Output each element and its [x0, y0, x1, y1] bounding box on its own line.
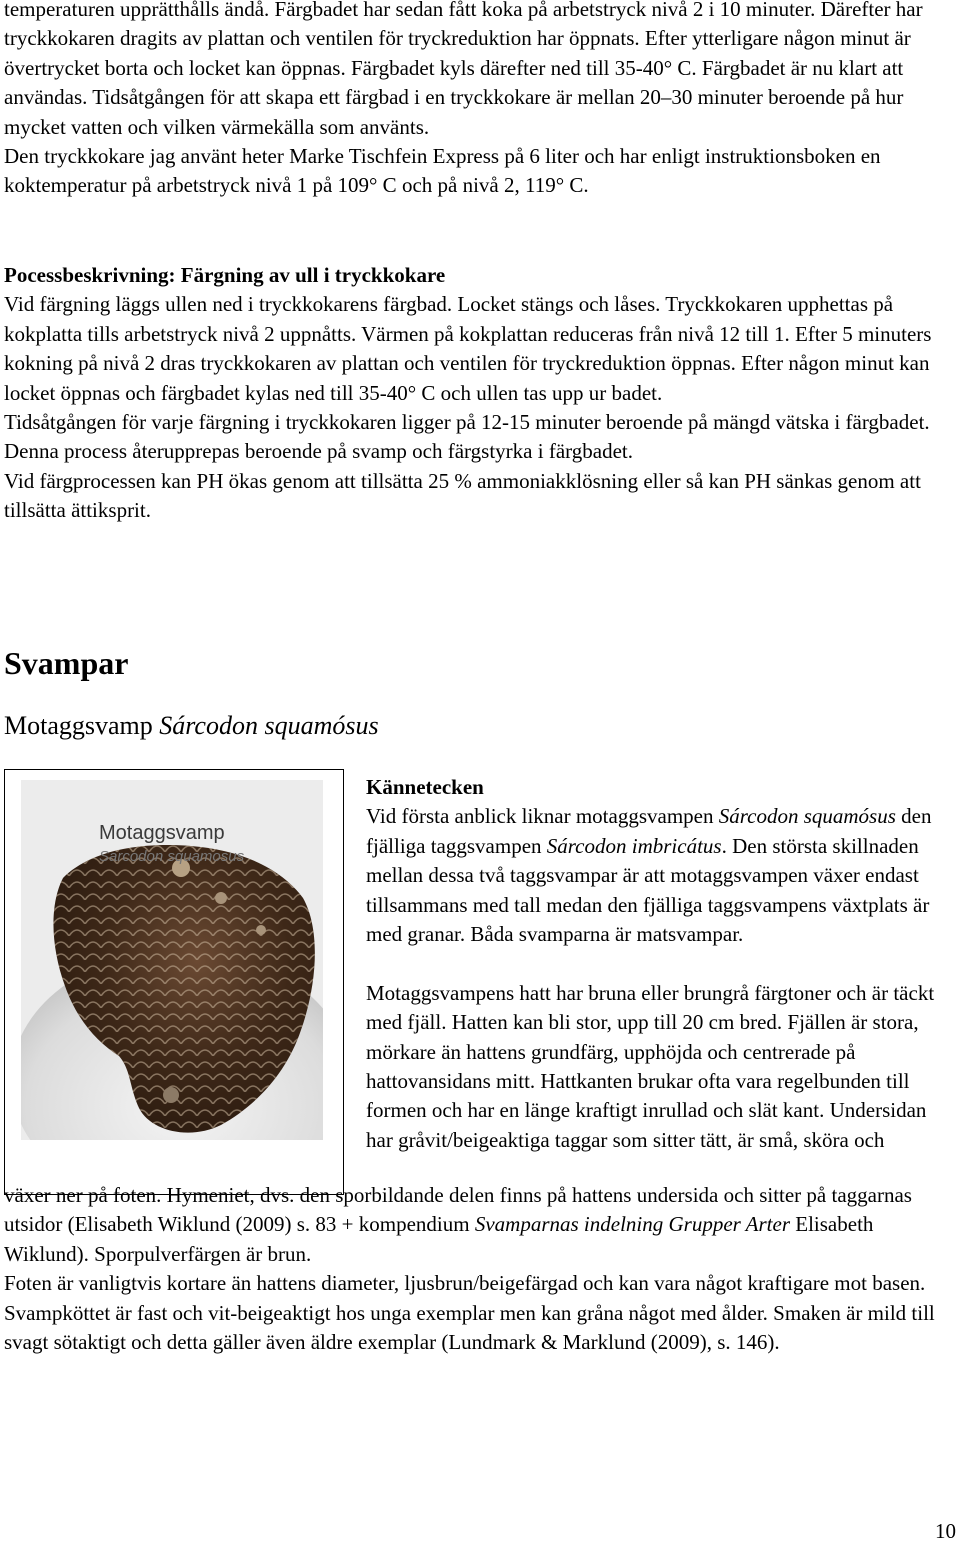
text-run: den fjälliga taggsvampen	[366, 804, 932, 858]
process-section	[4, 261, 958, 526]
kannetecken-paragraph-3: Foten är vanligtvis kortare än hattens diameter, ljusbrun/beigefärgad och kan vara något kraftigare mot basen.	[4, 1271, 926, 1296]
latin-name: Sárcodon squamósus	[718, 804, 896, 829]
text-run: . Den största skillnaden mellan dessa två taggsvampar är att motaggsvampen växer endast tillsammans med tall medan den fjälliga taggsvampens växtplats är med granar. Båda svamparna är matsvampar.	[366, 833, 930, 947]
text-run: Elisabeth Wiklund). Sporpulverfärgen är brun.	[4, 1212, 874, 1266]
kannetecken-paragraph-2: Motaggsvampens hatt har bruna eller brungrå färgtoner och är täckt med fjäll. Hatten kan bli stor, upp till 20 cm bred. Fjällen är stora, mörkare än hattens grundfärg, upphöjda och centrerade på hattovansidans mitt. Hattkanten brukar ofta vara regelbunden till formen och har en länge kraftigt inrullad och slät kant. Undersidan har gråvit/beigeaktiga taggar som sitter tätt, är små, sköra och	[366, 980, 935, 1152]
section-title: Svampar	[4, 645, 129, 681]
spacer	[366, 949, 958, 978]
kannetecken-column	[366, 773, 958, 1155]
page-number: 10	[935, 1519, 956, 1543]
process-paragraph-3: Denna process återupprepas beroende på svamp och färgstyrka i färgbadet.	[4, 439, 633, 464]
kannetecken-paragraph-2-continued	[4, 1181, 958, 1269]
process-paragraph-2: Tidsåtgången för varje färgning i tryckkokaren ligger på 12-15 minuter beroende på mängd vätska i färgbadet.	[4, 410, 930, 435]
mushroom-photo	[21, 780, 323, 1140]
kannetecken-paragraph-1	[366, 802, 958, 949]
photo-label: Motaggsvamp	[99, 822, 225, 844]
kannetecken-heading: Kännetecken	[366, 775, 484, 799]
kannetecken-paragraph-4: Svampköttet är fast och vit-beigeaktigt hos unga exemplar men kan gråna något med ålder. Smaken är mild till svagt sötaktigt och detta gäller även äldre exemplar (Lundmark & Marklund (2009), s. 146).	[4, 1300, 935, 1355]
pressure-cooker-paragraph: Den tryckkokare jag använt heter Marke Tischfein Express på 6 liter och har enligt instruktionsboken en koktemperatur på arbetstryck nivå 1 på 109° C och på nivå 2, 119° C.	[4, 144, 881, 198]
intro-section	[4, 0, 958, 201]
process-heading: Pocessbeskrivning: Färgning av ull i tryckkokare	[4, 263, 446, 287]
latin-name: Sárcodon imbricátus	[546, 833, 722, 858]
species-title	[4, 708, 379, 744]
text-run: växer ner på foten. Hymeniet, dvs. den sporbildande delen finns på hattens undersida och sitter på taggarnas utsidor (Elisabeth Wiklund (2009) s. 83 + kompendium	[4, 1183, 912, 1237]
process-paragraph-1: Vid färgning läggs ullen ned i tryckkokarens färgbad. Locket stängs och låses. Tryckkokaren upphettas på kokplatta tills arbetstryck nivå 2 uppnåtts. Värmen på kokplattan reduceras från nivå 12 till 1. Efter 5 minuters kokning på nivå 2 dras tryckkokaren av plattan och ventilen för tryckreduktion öppnas. Efter någon minut kan locket öppnas och färgbadet kylas ned till 35-40° C och ullen tas upp ur badet.	[4, 292, 932, 405]
process-paragraph-4: Vid färgprocessen kan PH ökas genom att tillsätta 25 % ammoniakklösning eller så kan PH sänkas genom att tillsätta ättiksprit.	[4, 468, 921, 523]
continued-text	[4, 1181, 958, 1357]
text-run: Vid första anblick liknar motaggsvampen	[366, 804, 719, 829]
figure-frame	[4, 769, 344, 1195]
species-latin-name: Sárcodon squamósus	[159, 711, 379, 740]
intro-paragraph: temperaturen upprätthålls ändå. Färgbadet har sedan fått koka på arbetstryck nivå 2 i 10 minuter. Därefter har tryckkokaren dragits av plattan och ventilen för tryckreduktion har öppnats. Efter ytterligare någon minut är övertrycket borta och locket kan öppnas. Färgbadet kyls därefter ned till 35-40° C. Färgbadet är nu klart att användas. Tidsåtgången för att skapa ett färgbad i en tryckkokare är mellan 20–30 minuter beroende på hur mycket vatten och vilken värmekälla som använts.	[4, 0, 923, 139]
book-title: Svamparnas indelning Grupper Arter	[474, 1212, 791, 1237]
species-common-name: Motaggsvamp	[4, 711, 153, 740]
photo-sublabel: Sarcodon squamosus	[99, 848, 245, 865]
